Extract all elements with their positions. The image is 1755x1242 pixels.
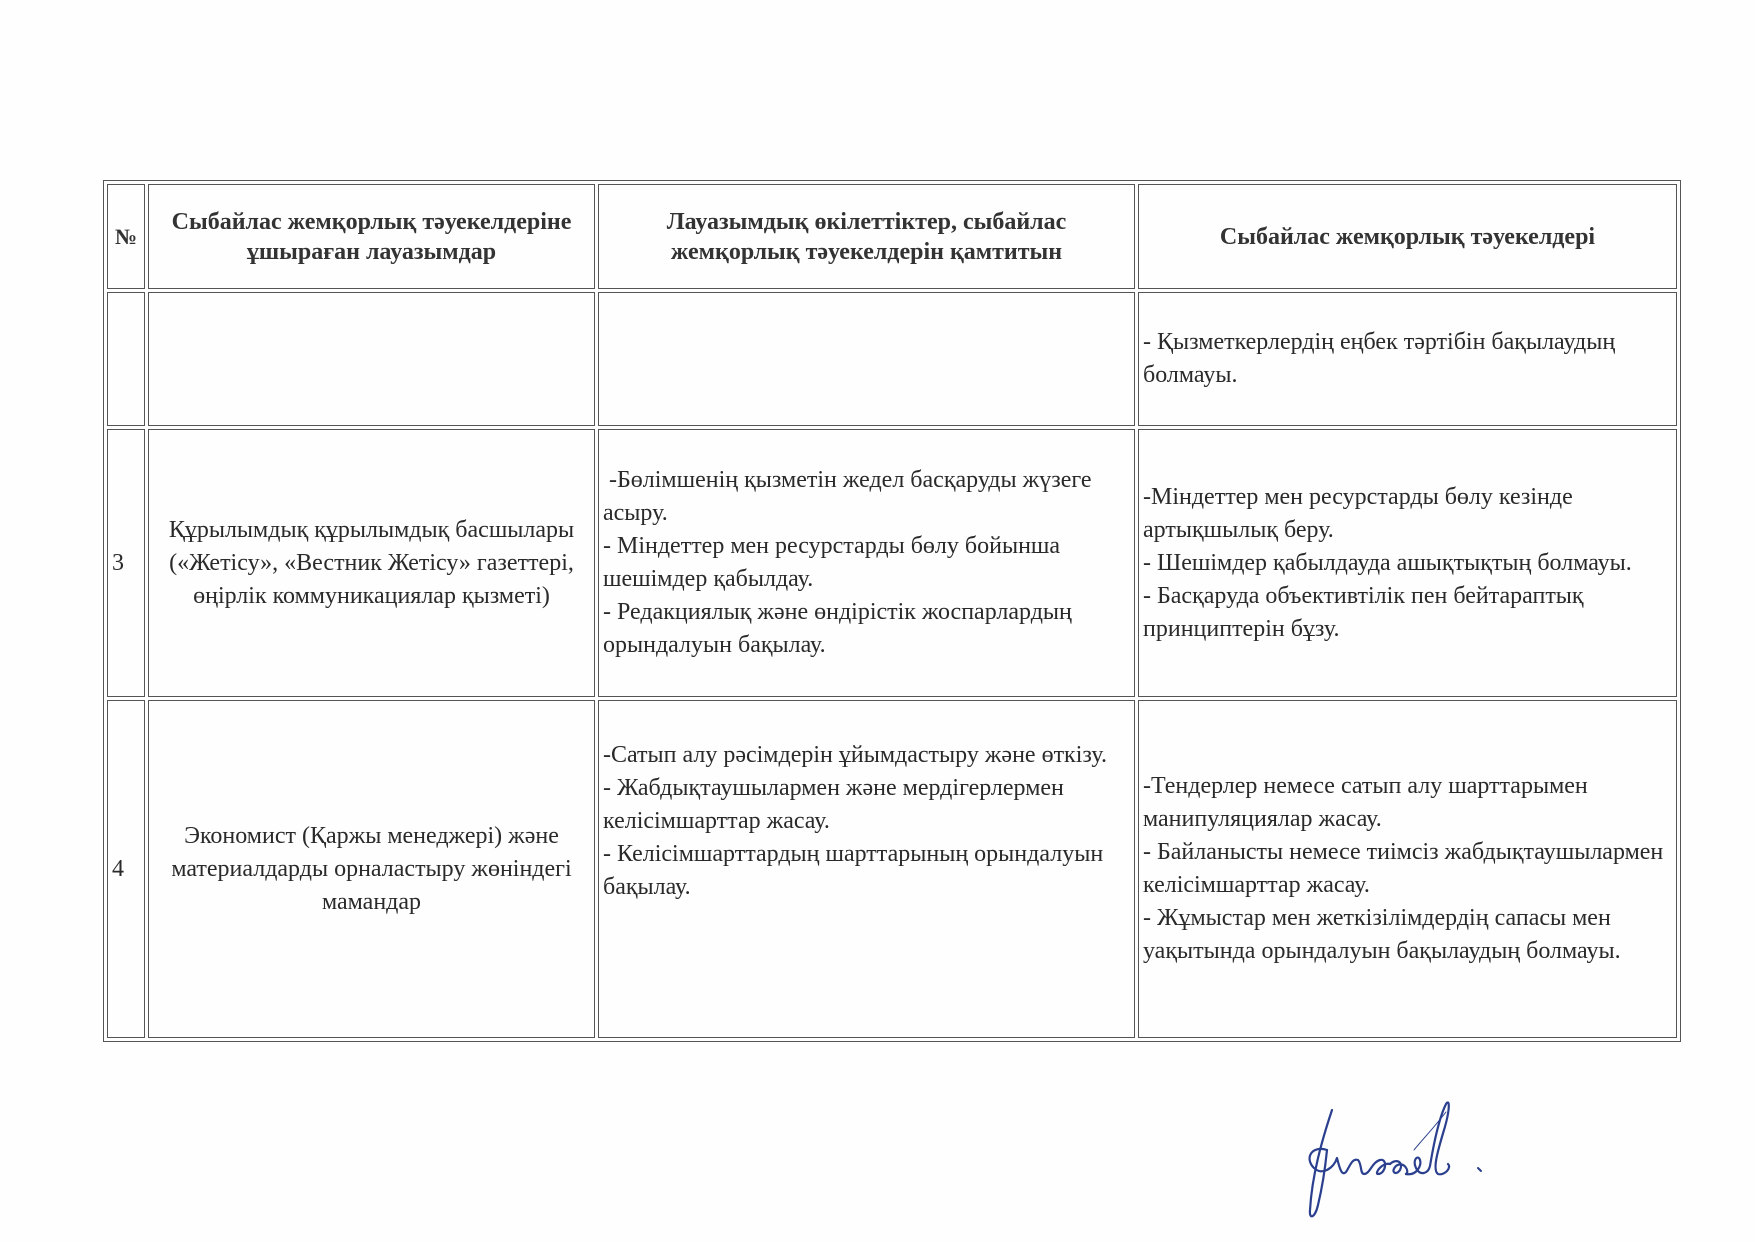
- power-item: - Редакциялық және өндірістік жоспарлардың орындалуын бақылау.: [603, 599, 1078, 658]
- header-risks: Сыбайлас жемқорлық тәуекелдері: [1138, 184, 1677, 289]
- risk-item: - Байланысты немесе тиімсіз жабдықтаушылармен келісімшарттар жасау.: [1143, 839, 1670, 898]
- signature-strokes: [1310, 1102, 1481, 1216]
- risk-item: - Жұмыстар мен жеткізілімдердің сапасы мен уақытында орындалуын бақылаудың болмауы.: [1143, 905, 1621, 964]
- header-number: №: [107, 184, 145, 289]
- risks-cell: [1138, 700, 1677, 1038]
- table-header-row: [107, 184, 1677, 289]
- risk-item: - Шешімдер қабылдауда ашықтықтың болмауы.: [1143, 549, 1632, 576]
- row-number-cell: 3: [107, 429, 145, 697]
- risk-item: - Қызметкерлердің еңбек тәртібін бақылаудың болмауы.: [1143, 329, 1622, 388]
- handwritten-signature: [1282, 1080, 1542, 1230]
- powers-cell: [598, 429, 1135, 697]
- corruption-risk-table: [103, 180, 1681, 1042]
- power-item: - Міндеттер мен ресурстарды бөлу бойынша шешімдер қабылдау.: [603, 533, 1067, 592]
- powers-cell: [598, 292, 1135, 426]
- power-item: -Бөлімшенің қызметін жедел басқаруды жүзеге асыру.: [603, 467, 1098, 526]
- table-row: [107, 700, 1677, 1038]
- position-cell: Экономист (Қаржы менеджері) және материалдарды орналастыру жөніндегі мамандар: [148, 700, 595, 1038]
- position-cell: Құрылымдық құрылымдық басшылары («Жетісу», «Вестник Жетісу» газеттері, өңірлік коммуникациялар қызметі): [148, 429, 595, 697]
- risk-item: -Міндеттер мен ресурстарды бөлу кезінде артықшылық беру.: [1143, 483, 1579, 543]
- risks-cell: [1138, 292, 1677, 426]
- header-positions: Сыбайлас жемқорлық тәуекелдеріне ұшыраған лауазымдар: [148, 184, 595, 289]
- risk-item: -Тендерлер немесе сатып алу шарттарымен манипуляциялар жасау.: [1143, 773, 1594, 832]
- table-row: [107, 429, 1677, 697]
- power-item: - Келісімшарттардың шарттарының орындалуын бақылау.: [603, 841, 1110, 900]
- row-number-cell: 4: [107, 700, 145, 1038]
- header-powers: Лауазымдық өкілеттіктер, сыбайлас жемқорлық тәуекелдерін қамтитын: [598, 184, 1135, 289]
- power-item: -Сатып алу рәсімдерін ұйымдастыру және өткізу.: [603, 742, 1107, 768]
- risk-item: - Басқаруда объективтілік пен бейтараптық принциптерін бұзу.: [1143, 582, 1590, 642]
- powers-cell: [598, 700, 1135, 1038]
- table-row-continuation: [107, 292, 1677, 426]
- power-item: - Жабдықтаушылармен және мердігерлермен келісімшарттар жасау.: [603, 775, 1070, 834]
- risks-cell: [1138, 429, 1677, 697]
- position-cell: [148, 292, 595, 426]
- row-number-cell: [107, 292, 145, 426]
